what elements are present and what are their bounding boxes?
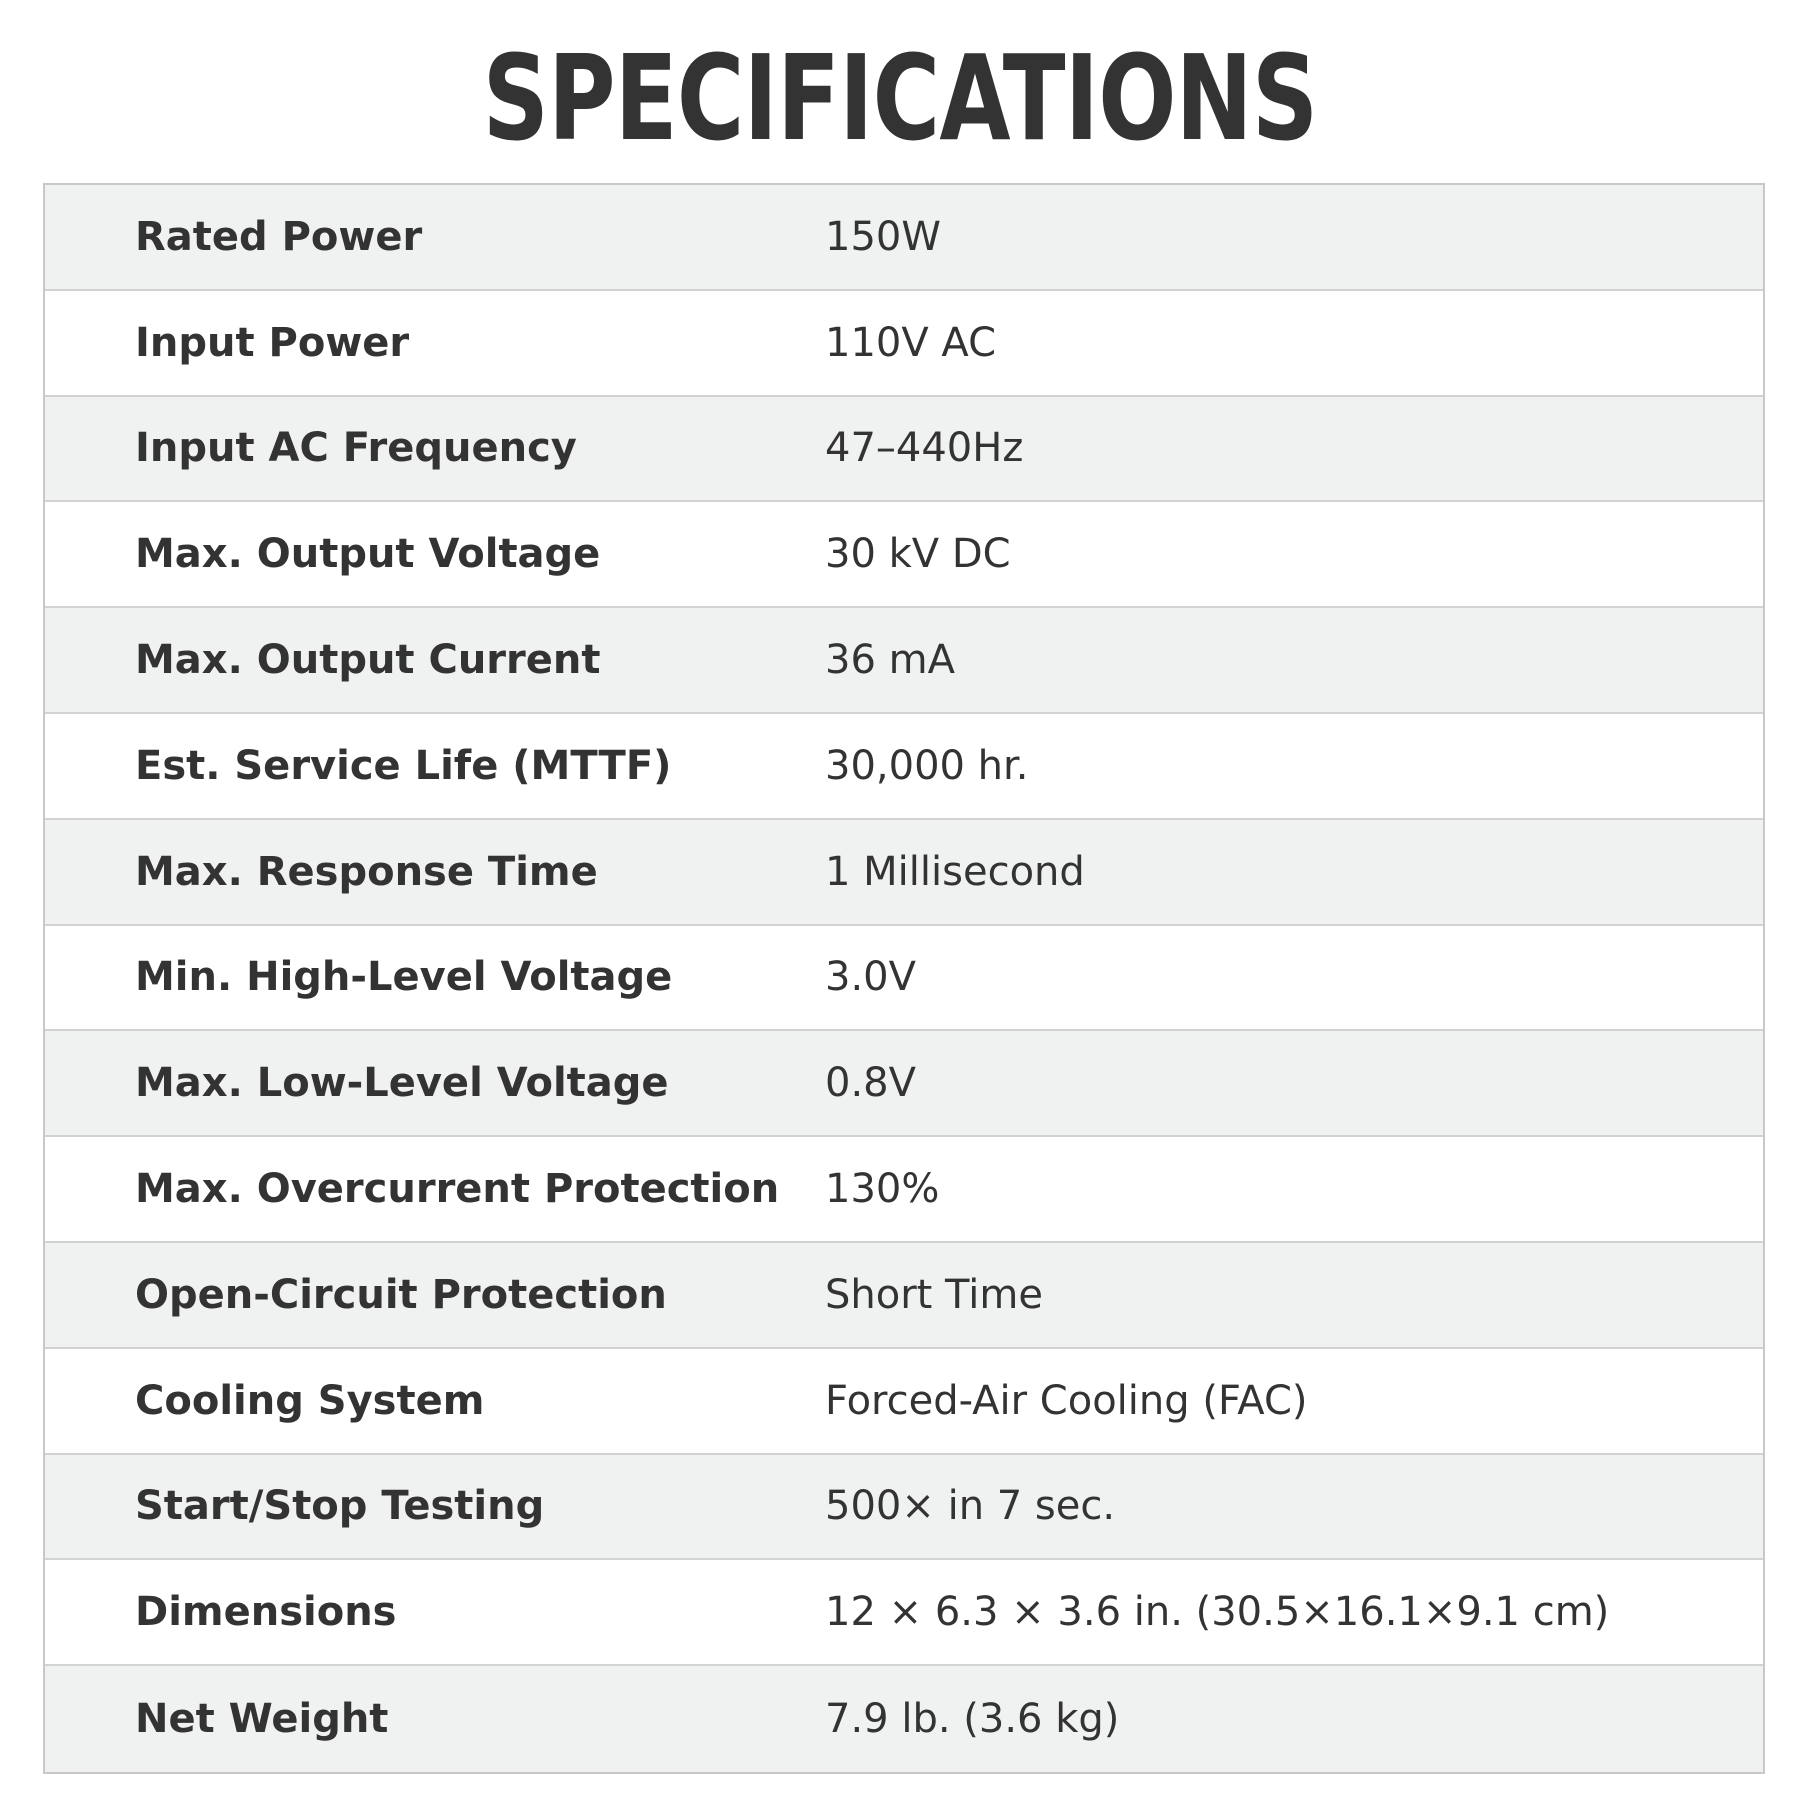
- spec-value: 0.8V: [825, 1060, 916, 1107]
- page-title: SPECIFICATIONS: [482, 29, 1318, 167]
- spec-label: Input AC Frequency: [135, 425, 577, 472]
- spec-value: 30 kV DC: [825, 531, 1011, 578]
- spec-row-min-high-level-voltage: [45, 926, 1763, 1032]
- spec-value: Forced-Air Cooling (FAC): [825, 1377, 1308, 1424]
- specifications-table: [43, 183, 1765, 1774]
- spec-value: Short Time: [825, 1271, 1043, 1318]
- spec-label: Max. Overcurrent Protection: [135, 1166, 780, 1213]
- spec-label: Dimensions: [135, 1589, 397, 1636]
- spec-row-service-life: [45, 714, 1763, 820]
- spec-label: Start/Stop Testing: [135, 1483, 545, 1530]
- spec-row-input-power: [45, 291, 1763, 397]
- spec-label: Est. Service Life (MTTF): [135, 742, 672, 789]
- spec-row-dimensions: [45, 1560, 1763, 1666]
- spec-row-net-weight: [45, 1666, 1763, 1772]
- spec-row-start-stop-testing: [45, 1455, 1763, 1561]
- spec-label: Cooling System: [135, 1377, 485, 1424]
- spec-row-max-low-level-voltage: [45, 1031, 1763, 1137]
- spec-value: 1 Millisecond: [825, 848, 1085, 895]
- spec-label: Rated Power: [135, 213, 423, 260]
- spec-row-rated-power: [45, 185, 1763, 291]
- spec-value: 7.9 lb. (3.6 kg): [825, 1696, 1120, 1743]
- spec-row-cooling-system: [45, 1349, 1763, 1455]
- spec-value: 30,000 hr.: [825, 742, 1029, 789]
- spec-row-open-circuit-protection: [45, 1243, 1763, 1349]
- spec-row-max-response-time: [45, 820, 1763, 926]
- spec-value: 110V AC: [825, 319, 997, 366]
- spec-value: 500× in 7 sec.: [825, 1483, 1116, 1530]
- spec-row-max-output-current: [45, 608, 1763, 714]
- spec-label: Max. Low-Level Voltage: [135, 1060, 669, 1107]
- spec-value: 130%: [825, 1166, 940, 1213]
- spec-row-input-ac-frequency: [45, 397, 1763, 503]
- spec-value: 12 × 6.3 × 3.6 in. (30.5×16.1×9.1 cm): [825, 1589, 1610, 1636]
- spec-label: Max. Response Time: [135, 848, 598, 895]
- spec-row-max-overcurrent-protection: [45, 1137, 1763, 1243]
- spec-value: 47–440Hz: [825, 425, 1024, 472]
- spec-row-max-output-voltage: [45, 502, 1763, 608]
- spec-value: 36 mA: [825, 637, 955, 684]
- spec-value: 150W: [825, 213, 941, 260]
- spec-label: Min. High-Level Voltage: [135, 954, 673, 1001]
- spec-label: Max. Output Current: [135, 637, 601, 684]
- spec-label: Open-Circuit Protection: [135, 1271, 667, 1318]
- spec-value: 3.0V: [825, 954, 916, 1001]
- spec-label: Max. Output Voltage: [135, 531, 601, 578]
- spec-label: Net Weight: [135, 1696, 389, 1743]
- spec-label: Input Power: [135, 319, 410, 366]
